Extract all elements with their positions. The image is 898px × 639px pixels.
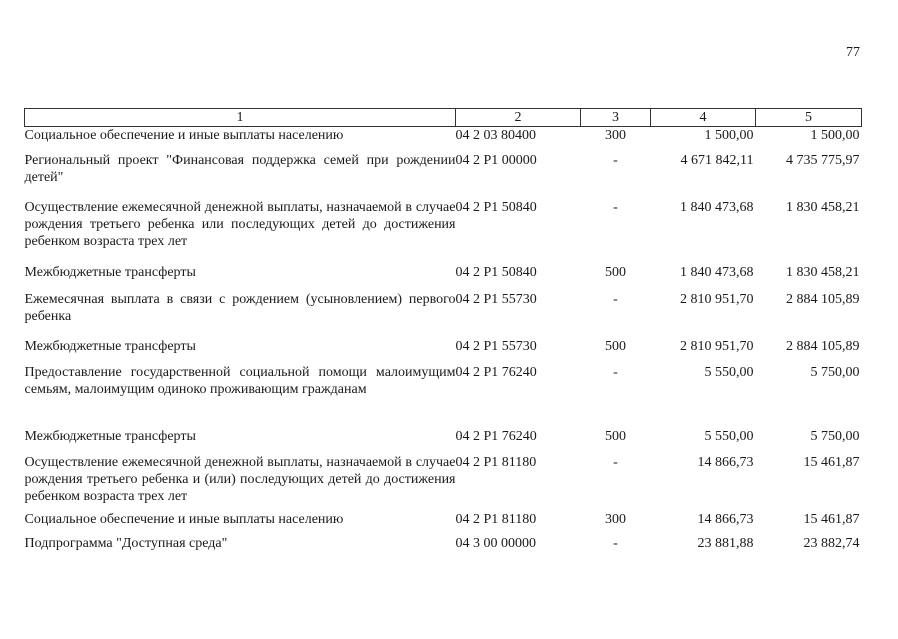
row-expense-type: 500 [605,338,626,354]
row-name: Социальное обеспечение и иные выплаты населению [24,511,344,527]
row-amount-2: 15 461,87 [803,454,860,470]
table-row [25,291,862,338]
row-expense-type: - [613,291,618,307]
row-amount-2: 1 500,00 [810,128,860,143]
table-row [25,127,862,152]
table-row [25,152,862,199]
table-row [25,428,862,454]
row-code: 04 2 P1 50840 [455,199,537,215]
row-code: 04 3 00 00000 [455,535,536,551]
row-expense-type: 300 [605,128,626,143]
row-amount-2: 2 884 105,89 [786,338,860,354]
row-expense-type: - [613,364,618,380]
budget-table [24,108,862,557]
row-amount-2: 1 830 458,21 [786,199,860,215]
row-amount-2: 5 750,00 [810,428,860,444]
row-name: Социальное обеспечение и иные выплаты населению [24,128,344,143]
row-amount-1: 14 866,73 [697,511,754,527]
row-amount-1: 4 671 842,11 [680,152,754,168]
row-name: Межбюджетные трансферты [24,338,196,354]
column-header-2: 2 [456,109,581,127]
table-row [25,535,862,557]
row-amount-2: 23 882,74 [803,535,860,551]
row-amount-1: 14 866,73 [697,454,754,470]
row-name: Осуществление ежемесячной денежной выплаты, назначаемой в случае рождения третьего ребенка и (или) последующих детей до достижения ребенком возраста трех лет [24,454,456,504]
row-amount-2: 2 884 105,89 [786,291,860,307]
column-header-3: 3 [581,109,651,127]
row-amount-2: 1 830 458,21 [786,264,860,280]
row-name: Осуществление ежемесячной денежной выплаты, назначаемой в случае рождения третьего ребенка или последующих детей до достижения ребенком возраста трех лет [24,199,456,249]
row-expense-type: 300 [605,511,626,527]
row-amount-1: 2 810 951,70 [680,338,754,354]
row-name: Ежемесячная выплата в связи с рождением (усыновлением) первого ребенка [24,291,456,324]
row-expense-type: - [613,199,618,215]
row-expense-type: - [613,454,618,470]
table-header-row [25,109,862,127]
row-code: 04 2 P1 55730 [455,291,537,307]
row-name: Региональный проект "Финансовая поддержка семей при рождении детей" [24,152,456,185]
table-row [25,511,862,535]
row-code: 04 2 P1 55730 [455,338,537,354]
row-expense-type: - [613,152,618,168]
row-expense-type: - [613,535,618,551]
table-row [25,364,862,428]
row-name: Межбюджетные трансферты [24,428,196,444]
table-row [25,454,862,511]
row-code: 04 2 P1 81180 [455,511,537,527]
row-name: Предоставление государственной социальной помощи малоимущим семьям, малоимущим одиноко проживающим гражданам [24,364,456,397]
row-code: 04 2 P1 76240 [455,364,537,380]
table-row [25,264,862,291]
row-expense-type: 500 [605,264,626,280]
row-amount-1: 1 840 473,68 [680,199,754,215]
row-code: 04 2 P1 50840 [455,264,537,280]
column-header-5: 5 [756,109,862,127]
row-amount-2: 4 735 775,97 [786,152,860,168]
row-amount-1: 23 881,88 [697,535,754,551]
row-expense-type: 500 [605,428,626,444]
row-code: 04 2 P1 81180 [455,454,537,470]
column-header-4: 4 [651,109,756,127]
row-amount-2: 5 750,00 [810,364,860,380]
table-row [25,338,862,364]
row-code: 04 2 P1 00000 [455,152,537,168]
row-amount-1: 5 550,00 [704,364,754,380]
column-header-1: 1 [25,109,456,127]
row-code: 04 2 03 80400 [455,128,536,143]
row-code: 04 2 P1 76240 [455,428,537,444]
row-amount-1: 1 500,00 [704,128,754,143]
row-amount-1: 5 550,00 [704,428,754,444]
row-amount-2: 15 461,87 [803,511,860,527]
row-name: Межбюджетные трансферты [24,264,196,280]
row-amount-1: 2 810 951,70 [680,291,754,307]
row-name: Подпрограмма "Доступная среда" [24,535,228,551]
page-number: 77 [846,45,860,60]
table-row [25,199,862,264]
row-amount-1: 1 840 473,68 [680,264,754,280]
